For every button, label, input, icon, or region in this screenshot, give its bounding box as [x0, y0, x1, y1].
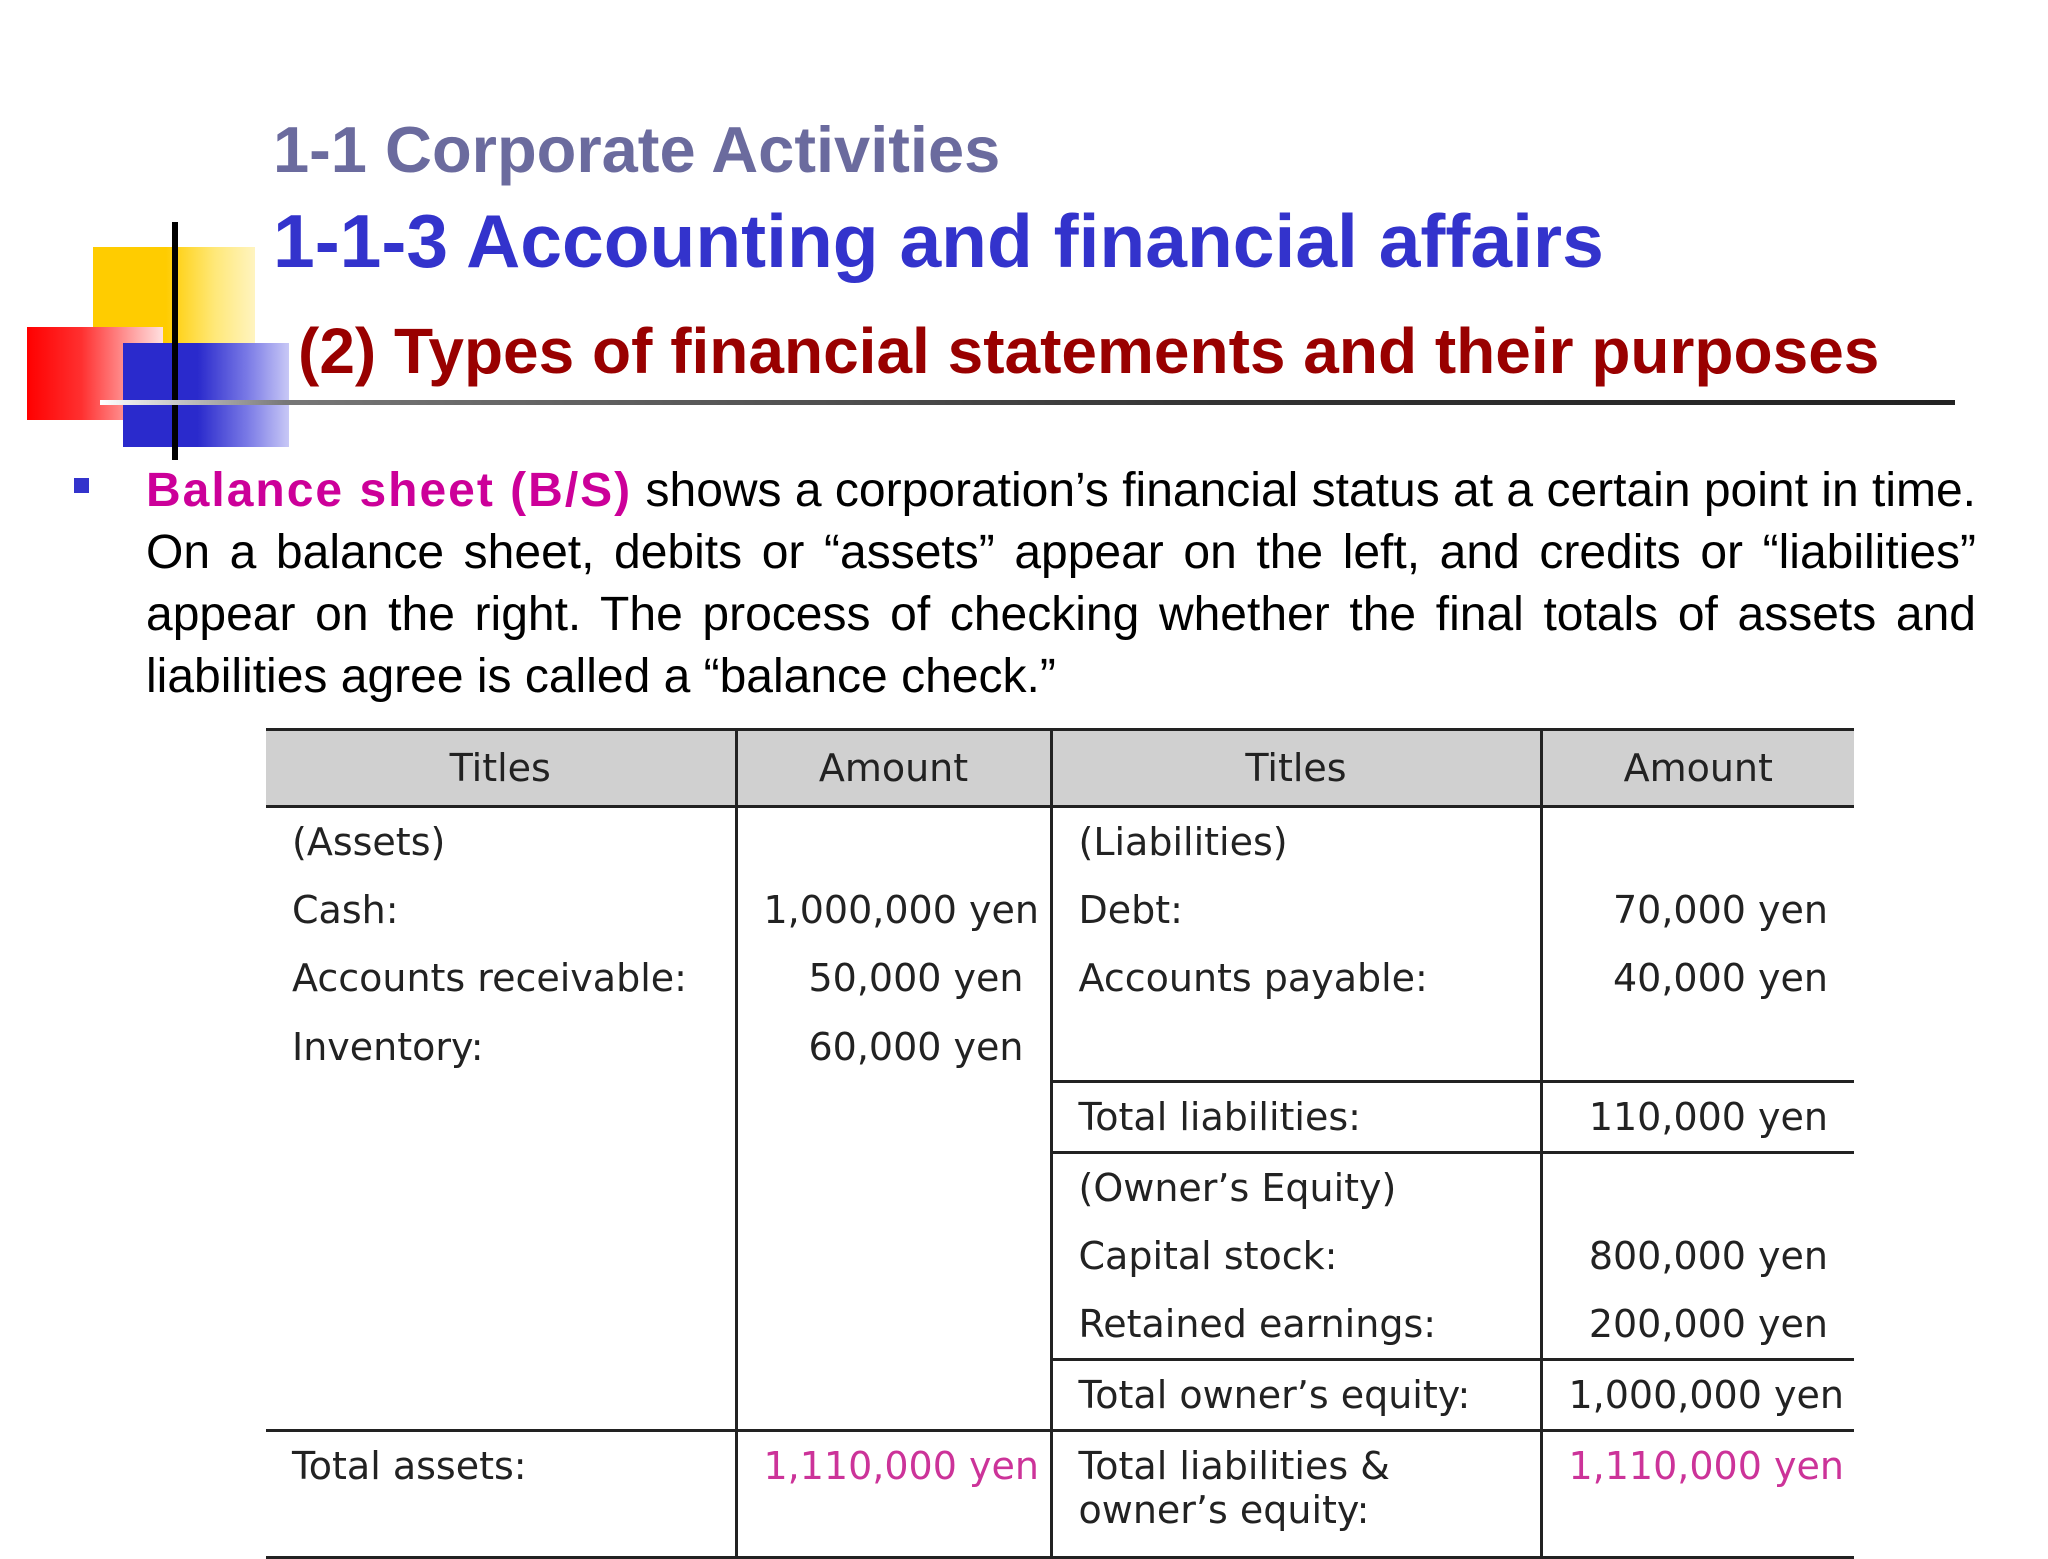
slide-heading: (2) Types of financial statements and their purposes: [298, 315, 1880, 387]
cell-amount: [1541, 1153, 1854, 1223]
cell-amount: 800,000 yen: [1541, 1222, 1854, 1290]
table-row: [266, 944, 1854, 1012]
table-row: [266, 876, 1854, 944]
table-row: [266, 1012, 1854, 1082]
cell-amount: 110,000 yen: [1541, 1082, 1854, 1153]
table-row: [266, 807, 1854, 877]
slide-title: 1-1-3 Accounting and financial affairs: [273, 199, 1604, 283]
cell-amount: 40,000 yen: [1541, 944, 1854, 1012]
total-liabilities-label-line2: owner’s equity:: [1078, 1488, 1370, 1532]
totals-row: [266, 1431, 1854, 1558]
cell-title: [266, 1222, 736, 1290]
decorative-blue-square: [123, 343, 289, 447]
body-text: shows a corporation’s financial status at a certain point in time. On a balance sheet, debits or “assets” appear on the left, and credits or “liabilities” appear on the right. The process of checking whether the final totals of assets and liabilities agree is called a “balance check.”: [146, 464, 1976, 703]
total-liabilities-equity-amount: 1,110,000 yen: [1541, 1431, 1854, 1558]
total-liabilities-label-line1: Total liabilities &: [1078, 1444, 1390, 1488]
cell-title: Debt:: [1051, 876, 1541, 944]
cell-amount: [736, 807, 1051, 877]
cell-title: Total liabilities:: [1051, 1082, 1541, 1153]
total-assets-label: Total assets:: [266, 1431, 736, 1558]
cell-amount: 1,000,000 yen: [736, 876, 1051, 944]
cell-title: Cash:: [266, 876, 736, 944]
table-row: [266, 1082, 1854, 1153]
highlighted-term: Balance sheet (B/S): [146, 464, 633, 517]
cell-title: Inventory:: [266, 1012, 736, 1082]
total-liabilities-equity-label: [1051, 1431, 1541, 1558]
cell-amount: 60,000 yen: [736, 1012, 1051, 1082]
body-paragraph: [146, 460, 1976, 708]
bullet-icon: [74, 478, 89, 493]
table-row: [266, 1222, 1854, 1290]
cell-amount: [736, 1290, 1051, 1360]
cell-title: Total owner’s equity:: [1051, 1360, 1541, 1431]
total-assets-amount: 1,110,000 yen: [736, 1431, 1051, 1558]
cell-amount: 50,000 yen: [736, 944, 1051, 1012]
title-underline: [100, 400, 1955, 405]
cell-amount: [1541, 807, 1854, 877]
cell-title: (Liabilities): [1051, 807, 1541, 877]
cell-title: (Assets): [266, 807, 736, 877]
cell-title: Accounts receivable:: [266, 944, 736, 1012]
table-header-row: [266, 730, 1854, 807]
section-subtitle: 1-1 Corporate Activities: [273, 113, 1001, 186]
table-row: [266, 1153, 1854, 1223]
header-titles-right: Titles: [1051, 730, 1541, 807]
header-titles-left: Titles: [266, 730, 736, 807]
cell-amount: [736, 1360, 1051, 1431]
cell-amount: [1541, 1012, 1854, 1082]
cell-title: [266, 1082, 736, 1153]
cell-title: [1051, 1012, 1541, 1082]
cell-amount: 70,000 yen: [1541, 876, 1854, 944]
cell-title: Capital stock:: [1051, 1222, 1541, 1290]
header-amount-right: Amount: [1541, 730, 1854, 807]
cell-amount: [736, 1222, 1051, 1290]
header-amount-left: Amount: [736, 730, 1051, 807]
cell-title: Retained earnings:: [1051, 1290, 1541, 1360]
table-row: [266, 1360, 1854, 1431]
cell-amount: 200,000 yen: [1541, 1290, 1854, 1360]
cell-amount: [736, 1153, 1051, 1223]
cell-title: [266, 1290, 736, 1360]
cell-title: [266, 1153, 736, 1223]
cell-title: [266, 1360, 736, 1431]
cell-title: (Owner’s Equity): [1051, 1153, 1541, 1223]
cell-amount: [736, 1082, 1051, 1153]
table-row: [266, 1290, 1854, 1360]
cell-title: Accounts payable:: [1051, 944, 1541, 1012]
balance-sheet-table: [266, 728, 1854, 1536]
cell-amount: 1,000,000 yen: [1541, 1360, 1854, 1431]
decorative-vertical-line: [172, 222, 178, 460]
